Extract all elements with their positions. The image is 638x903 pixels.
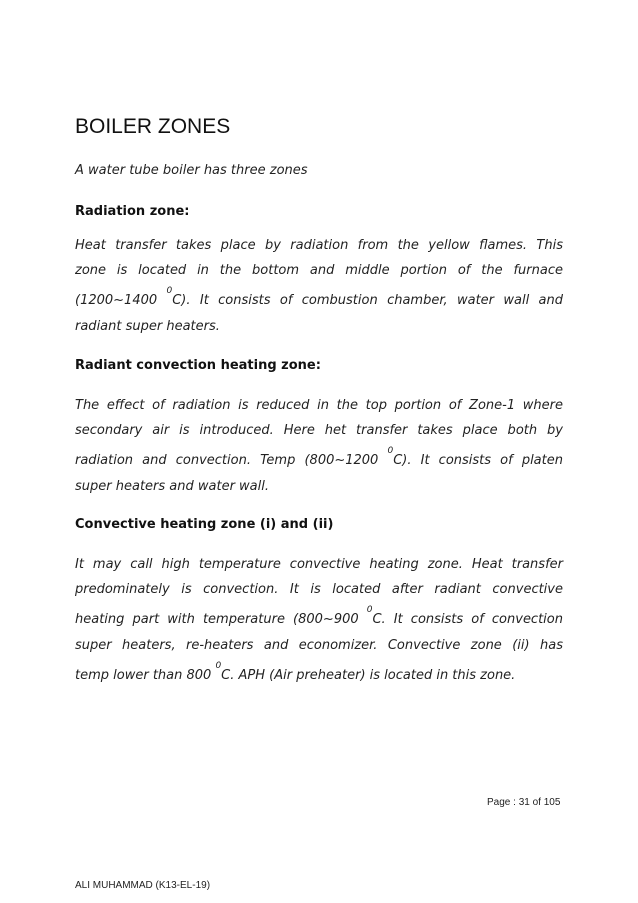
superscript: 0 [215, 661, 222, 671]
paragraph-line: Heat transfer takes place by radiation from the yellow flames. This [75, 238, 563, 253]
section-heading-radiant-convection: Radiant convection heating zone: [75, 358, 321, 373]
paragraph-line: (1200~1400 $^0$C). It consists of combustion chamber, water wall and [75, 286, 564, 308]
section-heading-radiation: Radiation zone: [75, 204, 190, 219]
section-paragraph-convective [75, 552, 563, 689]
paragraph-line: It may call high temperature convective heating zone. Heat transfer [75, 557, 563, 572]
superscript: 0 [387, 446, 394, 456]
section-heading-convective: Convective heating zone (i) and (ii) [75, 517, 334, 532]
paragraph-line: radiation and convection. Temp (800~1200 $^0$C). It consists of platen [75, 446, 563, 468]
paragraph-line: predominately is convection. It is located after radiant convective [75, 582, 563, 597]
superscript: 0 [166, 286, 173, 296]
paragraph-line: secondary air is introduced. Here het transfer takes place both by [75, 423, 563, 438]
paragraph-line: temp lower than 800 $^0$C. APH (Air preheater) is located in this zone. [75, 661, 516, 683]
footer-author: ALI MUHAMMAD (K13-EL-19) [75, 880, 211, 891]
page-number: Page : 31 of 105 [487, 797, 561, 808]
intro-text: A water tube boiler has three zones [75, 163, 308, 178]
superscript: 0 [366, 605, 373, 615]
paragraph-line: The effect of radiation is reduced in the top portion of Zone-1 where [75, 398, 563, 413]
paragraph-line: zone is located in the bottom and middle portion of the furnace [75, 263, 563, 278]
paragraph-line: heating part with temperature (800~900 $^0$C. It consists of convection [75, 605, 563, 627]
paragraph-line: super heaters and water wall. [75, 479, 270, 494]
paragraph-line: super heaters, re-heaters and economizer. Convective zone (ii) has [75, 638, 563, 653]
paragraph-line: radiant super heaters. [75, 319, 220, 334]
section-paragraph-radiant-convection [75, 393, 563, 499]
section-paragraph-radiation [75, 233, 563, 339]
page-title: BOILER ZONES [75, 115, 231, 138]
